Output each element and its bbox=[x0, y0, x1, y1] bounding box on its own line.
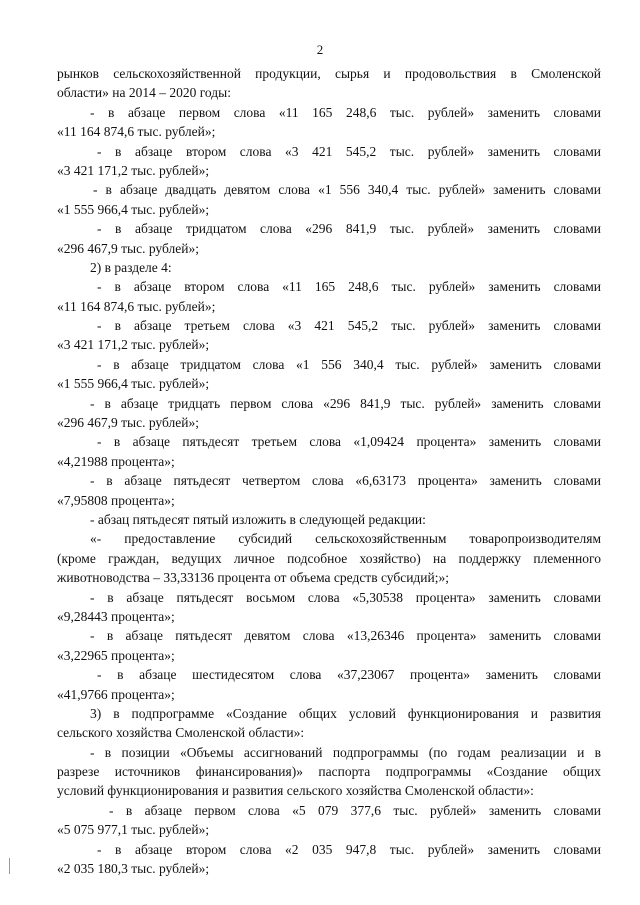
text-line: «41,9766 процента»; bbox=[57, 686, 175, 702]
text-line: условий функционирования и развития сельского хозяйства Смоленской области»: bbox=[57, 783, 534, 799]
text-line: - в абзаце пятьдесят девятом слова «13,26346 процента» заменить словами bbox=[90, 628, 601, 644]
text-line: - в абзаце тридцать первом слова «296 841,9 тыс. рублей» заменить словами bbox=[90, 395, 601, 411]
text-line: - в позиции «Объемы ассигнований подпрограммы (по годам реализации и в bbox=[90, 744, 601, 760]
text-line: животноводства – 33,33136 процента от объема средств субсидий;»; bbox=[57, 570, 449, 586]
text-line: (кроме граждан, ведущих личное подсобное хозяйство) на поддержку племенного bbox=[57, 550, 601, 566]
text-line: «296 467,9 тыс. рублей»; bbox=[57, 415, 199, 431]
text-line: «- предоставление субсидий сельскохозяйственным товаропроизводителям bbox=[90, 531, 601, 547]
text-line: разрезе источников финансирования)» паспорта подпрограммы «Создание общих bbox=[57, 764, 601, 780]
text-line: «1 555 966,4 тыс. рублей»; bbox=[57, 376, 210, 392]
text-line: - в абзаце пятьдесят восьмом слова «5,30538 процента» заменить словами bbox=[90, 589, 601, 605]
text-line: - в абзаце втором слова «11 165 248,6 тыс. рублей» заменить словами bbox=[97, 279, 601, 295]
text-line: «5 075 977,1 тыс. рублей»; bbox=[57, 822, 210, 838]
text-line: «4,21988 процента»; bbox=[57, 453, 175, 469]
text-line: «11 164 874,6 тыс. рублей»; bbox=[57, 124, 216, 140]
text-line: - в абзаце втором слова «2 035 947,8 тыс. рублей» заменить словами bbox=[97, 841, 601, 857]
text-line: «9,28443 процента»; bbox=[57, 608, 175, 624]
text-line: - в абзаце первом слова «11 165 248,6 тыс. рублей» заменить словами bbox=[90, 104, 601, 120]
text-line: «296 467,9 тыс. рублей»; bbox=[57, 240, 199, 256]
text-line: «7,95808 процента»; bbox=[57, 492, 175, 508]
text-line: - в абзаце пятьдесят третьем слова «1,09424 процента» заменить словами bbox=[97, 434, 601, 450]
text-line: - абзац пятьдесят пятый изложить в следующей редакции: bbox=[90, 511, 426, 527]
text-line: - в абзаце втором слова «3 421 545,2 тыс. рублей» заменить словами bbox=[97, 143, 601, 159]
text-line: 3) в подпрограмме «Создание общих условий функционирования и развития bbox=[90, 705, 601, 721]
text-line: «3,22965 процента»; bbox=[57, 647, 175, 663]
text-line: - в абзаце двадцать девятом слова «1 556 340,4 тыс. рублей» заменить словами bbox=[93, 182, 601, 198]
text-line: «3 421 171,2 тыс. рублей»; bbox=[57, 337, 210, 353]
text-line: - в абзаце первом слова «5 079 377,6 тыс. рублей» заменить словами bbox=[109, 802, 601, 818]
text-line: - в абзаце пятьдесят четвертом слова «6,63173 процента» заменить словами bbox=[90, 473, 601, 489]
document-body bbox=[57, 64, 601, 878]
text-line: «1 555 966,4 тыс. рублей»; bbox=[57, 201, 210, 217]
scan-edge-mark bbox=[9, 858, 10, 874]
text-line: - в абзаце тридцатом слова «296 841,9 тыс. рублей» заменить словами bbox=[97, 221, 601, 237]
text-line: рынков сельскохозяйственной продукции, сырья и продовольствия в Смоленской bbox=[57, 66, 601, 81]
text-line: - в абзаце шестидесятом слова «37,23067 процента» заменить словами bbox=[97, 667, 601, 683]
text-line: - в абзаце тридцатом слова «1 556 340,4 тыс. рублей» заменить словами bbox=[97, 356, 601, 372]
page-number: 2 bbox=[316, 42, 324, 57]
text-line: 2) в разделе 4: bbox=[90, 259, 172, 275]
text-line: «2 035 180,3 тыс. рублей»; bbox=[57, 861, 210, 877]
text-line: «11 164 874,6 тыс. рублей»; bbox=[57, 298, 216, 314]
text-line: - в абзаце третьем слова «3 421 545,2 тыс. рублей» заменить словами bbox=[97, 318, 601, 334]
text-line: сельского хозяйства Смоленской области»: bbox=[57, 725, 305, 741]
text-line: «3 421 171,2 тыс. рублей»; bbox=[57, 162, 210, 178]
text-line: области» на 2014 – 2020 годы: bbox=[57, 85, 231, 101]
